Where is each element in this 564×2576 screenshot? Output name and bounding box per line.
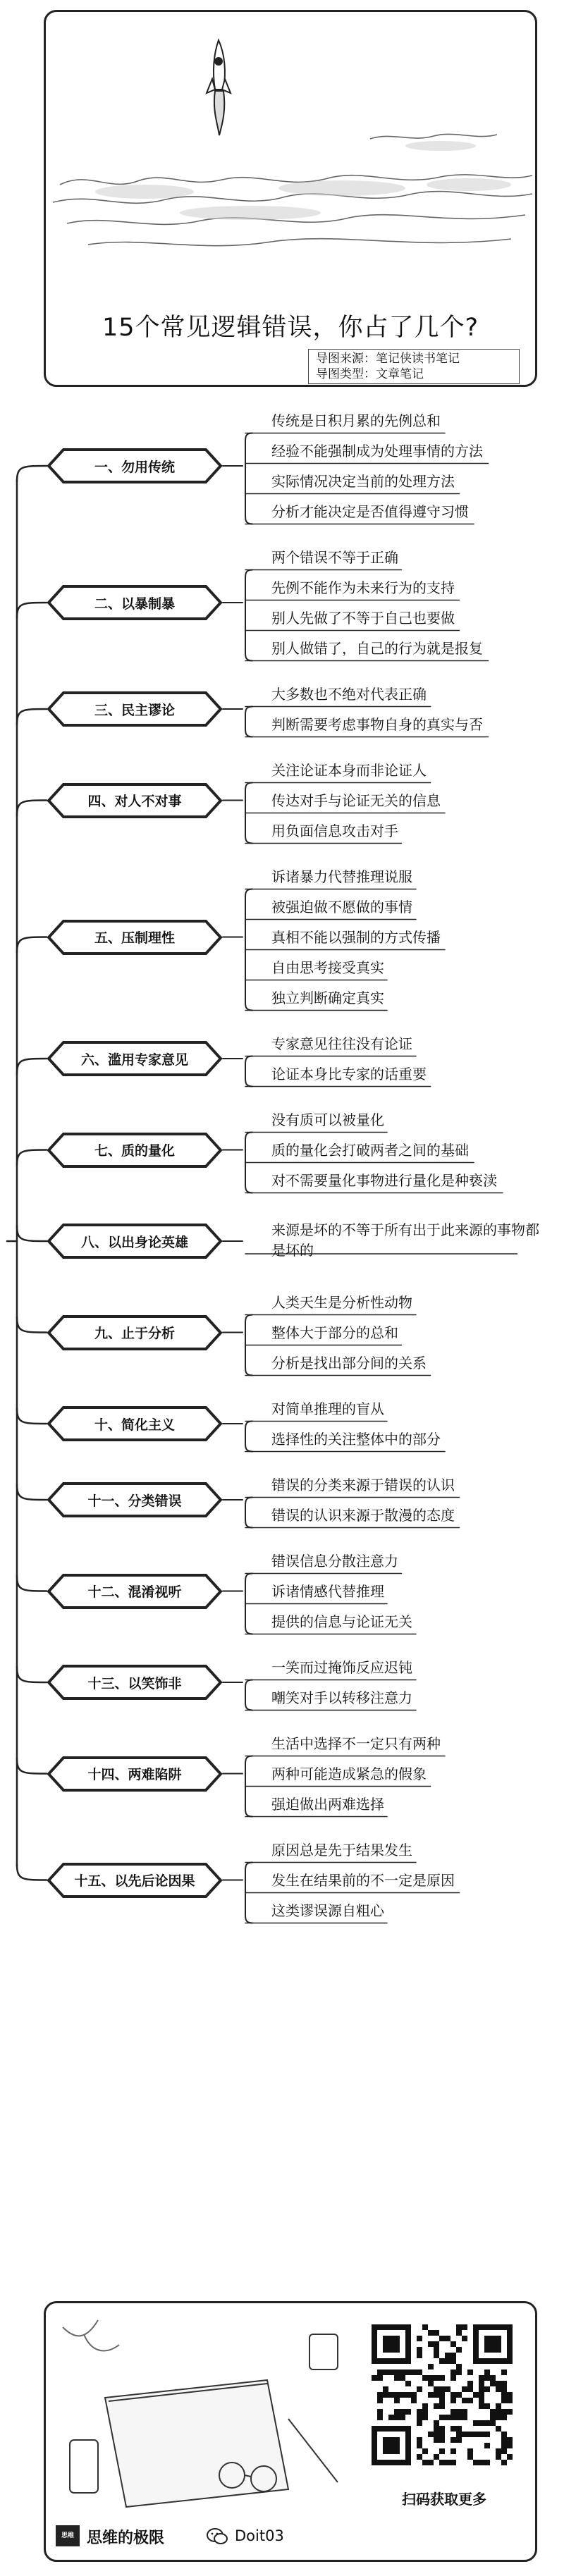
trunk-branch-join — [17, 1865, 47, 1880]
leaf-item: 被强迫做不愿做的事情 — [271, 898, 412, 916]
leaf-bracket — [245, 1680, 252, 1711]
trunk-branch-join — [17, 603, 47, 618]
branch-label: 十一、分类错误 — [87, 1493, 182, 1509]
phone-shape — [70, 2440, 98, 2493]
type-line: 导图类型：文章笔记 — [316, 367, 424, 381]
leaf-item: 对不需要量化事物进行量化是种亵渎 — [271, 1171, 497, 1189]
leaf-item: 错误的分类来源于错误的认识 — [271, 1476, 455, 1493]
wechat-id: Doit03 — [235, 2527, 284, 2544]
trunk-branch-join — [17, 1317, 47, 1333]
leaf-bracket — [245, 1056, 252, 1087]
leaf-item: 来源是坏的不等于所有出于此来源的事物都是坏的 — [271, 1221, 539, 1259]
branch-node-1 — [47, 448, 223, 484]
branch-label: 六、滥用专家意见 — [80, 1052, 188, 1068]
branch-label: 一、勿用传统 — [94, 459, 175, 475]
page-title: 15个常见逻辑错误，你占了几个? — [102, 314, 479, 342]
leaf-bracket — [245, 707, 252, 737]
branch-node-14 — [47, 1756, 223, 1792]
trunk-branch-join — [17, 1059, 47, 1074]
leaf-item: 错误的认识来源于散漫的态度 — [271, 1506, 455, 1524]
leaf-item: 先例不能作为未来行为的支持 — [271, 579, 455, 596]
wechat-icon — [207, 2527, 228, 2546]
branch-label: 十二、混淆视听 — [87, 1584, 182, 1600]
leaf-bracket — [245, 570, 252, 661]
pen-shape — [288, 2419, 338, 2482]
leaf-item: 用负面信息攻击对手 — [271, 822, 398, 839]
trunk-branch-join — [17, 1576, 47, 1591]
leaf-item: 人类天生是分析性动物 — [271, 1293, 412, 1311]
scan-more-text: 扫码获取更多 — [402, 2491, 486, 2508]
branch-label: 十、简化主义 — [94, 1417, 175, 1433]
brand-name: 思维的极限 — [87, 2529, 165, 2547]
leaf-item: 别人先做了不等于自己也要做 — [271, 609, 455, 627]
leaf-item: 生活中选择不一定只有两种 — [271, 1734, 441, 1752]
leaf-item: 实际情况决定当前的处理方法 — [271, 472, 455, 490]
leaf-item: 传统是日积月累的先例总和 — [271, 412, 441, 429]
leaf-item: 两个错误不等于正确 — [271, 548, 398, 566]
branch-node-4 — [47, 782, 223, 819]
branch-label: 七、质的量化 — [94, 1143, 175, 1159]
leaf-item: 关注论证本身而非论证人 — [271, 761, 427, 779]
leaf-item: 强迫做出两难选择 — [271, 1795, 384, 1813]
branch-node-15 — [47, 1862, 223, 1899]
leaf-item: 经验不能强制成为处理事情的方法 — [271, 442, 483, 460]
leaf-item: 诉诸暴力代替推理说服 — [271, 868, 412, 885]
branch-node-8 — [47, 1223, 223, 1259]
leaf-item: 对简单推理的盲从 — [271, 1400, 384, 1417]
leaf-bracket — [245, 1498, 252, 1528]
trunk-branch-join — [17, 1667, 47, 1682]
leaf-item: 提供的信息与论证无关 — [271, 1613, 412, 1630]
leaf-bracket — [245, 433, 252, 524]
leaf-item: 自由思考接受真实 — [271, 959, 384, 976]
branch-node-9 — [47, 1314, 223, 1351]
leaf-item: 判断需要考虑事物自身的真实与否 — [271, 715, 483, 733]
leaf-item: 分析是找出部分间的关系 — [271, 1354, 427, 1372]
trunk-branch-join — [17, 1226, 47, 1241]
desk-illustration — [56, 2313, 352, 2532]
branch-node-10 — [47, 1405, 223, 1442]
branch-label: 二、以暴制暴 — [94, 596, 175, 612]
branch-label: 十三、以笑饰非 — [87, 1675, 182, 1691]
source-line: 导图来源：笔记侠读书笔记 — [316, 352, 460, 366]
trunk-branch-join — [17, 466, 47, 481]
leaf-item: 两种可能造成紧急的假象 — [271, 1765, 427, 1782]
leaf-item: 没有质可以被量化 — [271, 1111, 384, 1128]
leaf-item: 论证本身比专家的话重要 — [271, 1065, 427, 1083]
branch-node-5 — [47, 919, 223, 956]
leaf-item: 整体大于部分的总和 — [271, 1324, 398, 1341]
qr-code — [372, 2324, 513, 2465]
trunk-branch-join — [17, 1758, 47, 1774]
branch-node-3 — [47, 691, 223, 727]
branch-node-11 — [47, 1481, 223, 1518]
leaf-item: 原因总是先于结果发生 — [271, 1841, 412, 1859]
trunk-branch-join — [17, 1150, 47, 1166]
leaf-item: 这类谬误源自粗心 — [271, 1902, 384, 1919]
leaf-item: 一笑而过掩饰反应迟钝 — [271, 1658, 412, 1676]
trunk-branch-join — [17, 1408, 47, 1424]
footer-card — [44, 2301, 537, 2562]
branch-label: 八、以出身论英雄 — [80, 1234, 188, 1250]
leaf-item: 诉诸情感代替推理 — [271, 1582, 384, 1600]
branch-label: 四、对人不对事 — [87, 794, 182, 809]
branch-node-12 — [47, 1573, 223, 1610]
branch-label: 三、民主谬论 — [94, 702, 175, 718]
leaf-item: 错误信息分散注意力 — [271, 1552, 398, 1570]
plant-shape — [63, 2320, 119, 2350]
branch-label: 十五、以先后论因果 — [74, 1873, 195, 1889]
trunk-branch-join — [17, 709, 47, 725]
leaf-item: 发生在结果前的不一定是原因 — [271, 1871, 455, 1889]
cup-shape — [309, 2334, 338, 2369]
trunk-branch-join — [17, 801, 47, 816]
branch-label: 九、止于分析 — [94, 1326, 175, 1341]
branch-label: 十四、两难陷阱 — [87, 1767, 182, 1782]
leaf-item: 真相不能以强制的方式传播 — [271, 928, 441, 946]
leaf-item: 质的量化会打破两者之间的基础 — [271, 1141, 469, 1159]
leaf-item: 选择性的关注整体中的部分 — [271, 1430, 441, 1448]
branch-node-13 — [47, 1664, 223, 1701]
leaf-item: 嘲笑对手以转移注意力 — [271, 1689, 412, 1706]
trunk-branch-join — [17, 1484, 47, 1500]
leaf-item: 分析才能决定是否值得遵守习惯 — [271, 503, 469, 520]
leaf-item: 专家意见往往没有论证 — [271, 1035, 412, 1052]
leaf-item: 传达对手与论证无关的信息 — [271, 791, 441, 809]
leaf-item: 大多数也不绝对代表正确 — [271, 685, 427, 703]
branch-node-7 — [47, 1132, 223, 1169]
leaf-item: 独立判断确定真实 — [271, 989, 384, 1006]
brand-logo: 思维 — [56, 2525, 80, 2546]
branch-node-2 — [47, 584, 223, 621]
branch-node-6 — [47, 1040, 223, 1077]
trunk-branch-join — [17, 937, 47, 953]
leaf-item: 别人做错了，自己的行为就是报复 — [271, 639, 483, 657]
leaf-bracket — [245, 1422, 252, 1452]
branch-label: 五、压制理性 — [94, 930, 175, 946]
